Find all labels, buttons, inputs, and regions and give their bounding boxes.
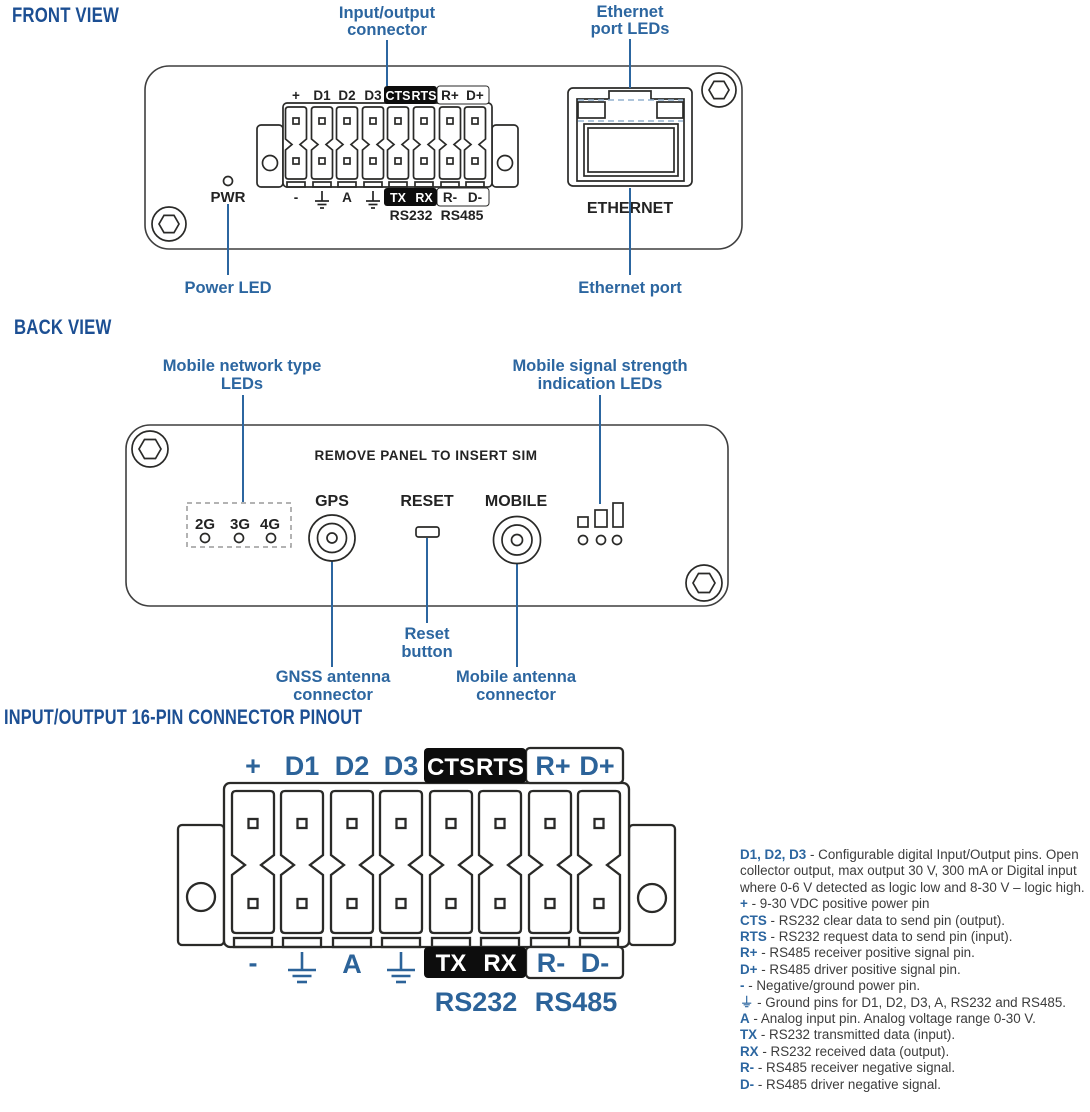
pin-term: + <box>740 896 748 912</box>
pin-text: - RS232 request data to send pin (input). <box>770 929 1013 945</box>
sim-note-label: REMOVE PANEL TO INSERT SIM <box>314 448 538 463</box>
front-view-title <box>12 4 119 27</box>
led-4g-label: 4G <box>259 516 281 533</box>
pin-label-d3: D3 <box>383 751 419 781</box>
pinout-connector <box>178 748 675 1017</box>
front-view-title-text: FRONT VIEW <box>12 4 119 28</box>
mobile-antenna-annotation: Mobile antenna <box>455 668 577 686</box>
network-leds-annotation: LEDs <box>220 375 264 393</box>
pin-term: D+ <box>740 961 758 977</box>
signal-leds-annotation: Mobile signal strength <box>512 357 688 375</box>
pin-description <box>740 1011 1090 1027</box>
network-leds-annotation: Mobile network type <box>162 357 322 375</box>
pin-label-plus: + <box>292 88 300 103</box>
front-view-drawing <box>0 0 1090 310</box>
pin-text: - RS232 transmitted data (input). <box>760 1027 956 1043</box>
rs232-label: RS232 <box>434 987 518 1017</box>
rs485-label: RS485 <box>440 207 484 223</box>
pin-text: - Analog input pin. Analog voltage range 0-30 V. <box>753 1011 1036 1027</box>
ground-icon <box>387 952 415 982</box>
ethernet-leds-annotation: port LEDs <box>590 20 670 38</box>
pin-description <box>740 1044 1090 1060</box>
pin-description <box>740 1077 1090 1093</box>
pin-description <box>740 1027 1090 1043</box>
pin-term: RX <box>740 1043 759 1059</box>
pin-text: - RS485 driver negative signal. <box>757 1076 941 1092</box>
led-2g-label: 2G <box>194 516 216 533</box>
reset-annotation: button <box>401 643 453 661</box>
pin-description <box>740 1060 1090 1076</box>
pin-label-rx: RX <box>483 950 517 977</box>
pin-description <box>740 978 1090 994</box>
pin-text: - RS232 received data (output). <box>762 1043 950 1059</box>
pin-label-dminus: D- <box>580 948 610 978</box>
pin-description <box>740 962 1090 978</box>
pinout-title-text: INPUT/OUTPUT 16-PIN CONNECTOR PINOUT <box>4 705 363 729</box>
pin-term: - <box>740 978 745 994</box>
reset-annotation: Reset <box>404 625 450 643</box>
pin-description <box>740 913 1090 929</box>
gps-label: GPS <box>315 493 349 510</box>
pin-description <box>740 847 1090 896</box>
back-view-title <box>14 316 111 339</box>
pin-text: - Negative/ground power pin. <box>748 978 921 994</box>
ethernet-led-left <box>578 102 605 118</box>
pin-description <box>740 896 1090 912</box>
pin-label-minus: - <box>248 948 258 978</box>
pin-term: TX <box>740 1027 758 1043</box>
pin-label-plus: + <box>245 751 261 781</box>
ground-icon <box>288 952 316 982</box>
pin-text: - RS485 driver positive signal pin. <box>761 961 961 977</box>
rs485-label: RS485 <box>534 987 618 1017</box>
ethernet-led-right <box>657 102 683 118</box>
pin-description <box>740 929 1090 945</box>
pin-label-dplus: D+ <box>579 751 615 781</box>
pin-label-d1: D1 <box>284 751 320 781</box>
back-view-title-text: BACK VIEW <box>14 316 112 340</box>
power-led-annotation: Power LED <box>184 279 272 297</box>
pin-term: D1, D2, D3 <box>740 847 807 862</box>
pin-text: - RS485 receiver positive signal pin. <box>761 945 975 961</box>
io-connector-annotation: connector <box>347 21 427 39</box>
back-view-drawing <box>0 310 1090 705</box>
pin-label-cts: CTS <box>427 754 475 781</box>
pinout-title <box>4 705 363 728</box>
pin-term: A <box>740 1011 750 1027</box>
pin-term ground-icon: ⏚ <box>740 994 754 1010</box>
pin-label-rplus: R+ <box>535 751 571 781</box>
pin-label-a: A <box>342 190 352 205</box>
gnss-annotation: GNSS antenna <box>275 668 391 686</box>
pin-text: - Configurable digital Input/Output pins. Open collector output, max output 30 V, 300 mA or Digital input where 0-6 V detected as logic low and 8-30 V – logic high. <box>740 847 1085 895</box>
pin-descriptions <box>740 847 1090 1093</box>
pin-label-a: A <box>342 949 362 979</box>
pin-label-tx: TX <box>390 191 406 205</box>
ethernet-leds-annotation: Ethernet <box>596 3 664 21</box>
pin-term: CTS <box>740 912 767 928</box>
mobile-antenna-annotation: connector <box>476 686 556 704</box>
pin-label-d2: D2 <box>334 751 370 781</box>
pin-label-rplus: R+ <box>441 88 459 103</box>
pin-description <box>740 945 1090 961</box>
pin-label-tx: TX <box>435 950 467 977</box>
pin-label-d1: D1 <box>313 88 331 103</box>
pin-text: - Ground pins for D1, D2, D3, A, RS232 and RS485. <box>757 994 1067 1010</box>
pin-label-dminus: D- <box>467 190 483 205</box>
pin-label-rminus: R- <box>442 190 458 205</box>
io-connector-annotation: Input/output <box>338 4 436 22</box>
pin-label-rx: RX <box>415 191 433 205</box>
pin-text: - RS232 clear data to send pin (output). <box>770 912 1006 928</box>
signal-leds-annotation: indication LEDs <box>537 375 663 393</box>
pin-label-minus: - <box>293 190 299 205</box>
pin-label-rts: RTS <box>411 89 437 103</box>
ethernet-port-annotation: Ethernet port <box>578 279 682 297</box>
pin-label-dplus: D+ <box>466 88 484 103</box>
pin-description <box>740 995 1090 1011</box>
rs232-label: RS232 <box>389 207 433 223</box>
pin-text: - RS485 receiver negative signal. <box>757 1060 956 1076</box>
front-io-connector <box>257 86 518 223</box>
pin-term: RTS <box>740 929 767 945</box>
pwr-label: PWR <box>210 189 246 206</box>
mobile-label: MOBILE <box>484 493 548 510</box>
reset-label: RESET <box>400 493 454 510</box>
pin-term: R- <box>740 1060 755 1076</box>
led-3g-label: 3G <box>229 516 251 533</box>
pin-term: D- <box>740 1076 755 1092</box>
pin-label-d2: D2 <box>338 88 356 103</box>
pin-label-d3: D3 <box>364 88 382 103</box>
pin-term: R+ <box>740 945 758 961</box>
gnss-annotation: connector <box>293 686 373 704</box>
pin-label-rminus: R- <box>536 948 566 978</box>
pin-text: - 9-30 VDC positive power pin <box>751 896 930 912</box>
pin-label-cts: CTS <box>385 89 411 103</box>
ethernet-label: ETHERNET <box>586 200 674 217</box>
pin-label-rts: RTS <box>476 754 524 781</box>
